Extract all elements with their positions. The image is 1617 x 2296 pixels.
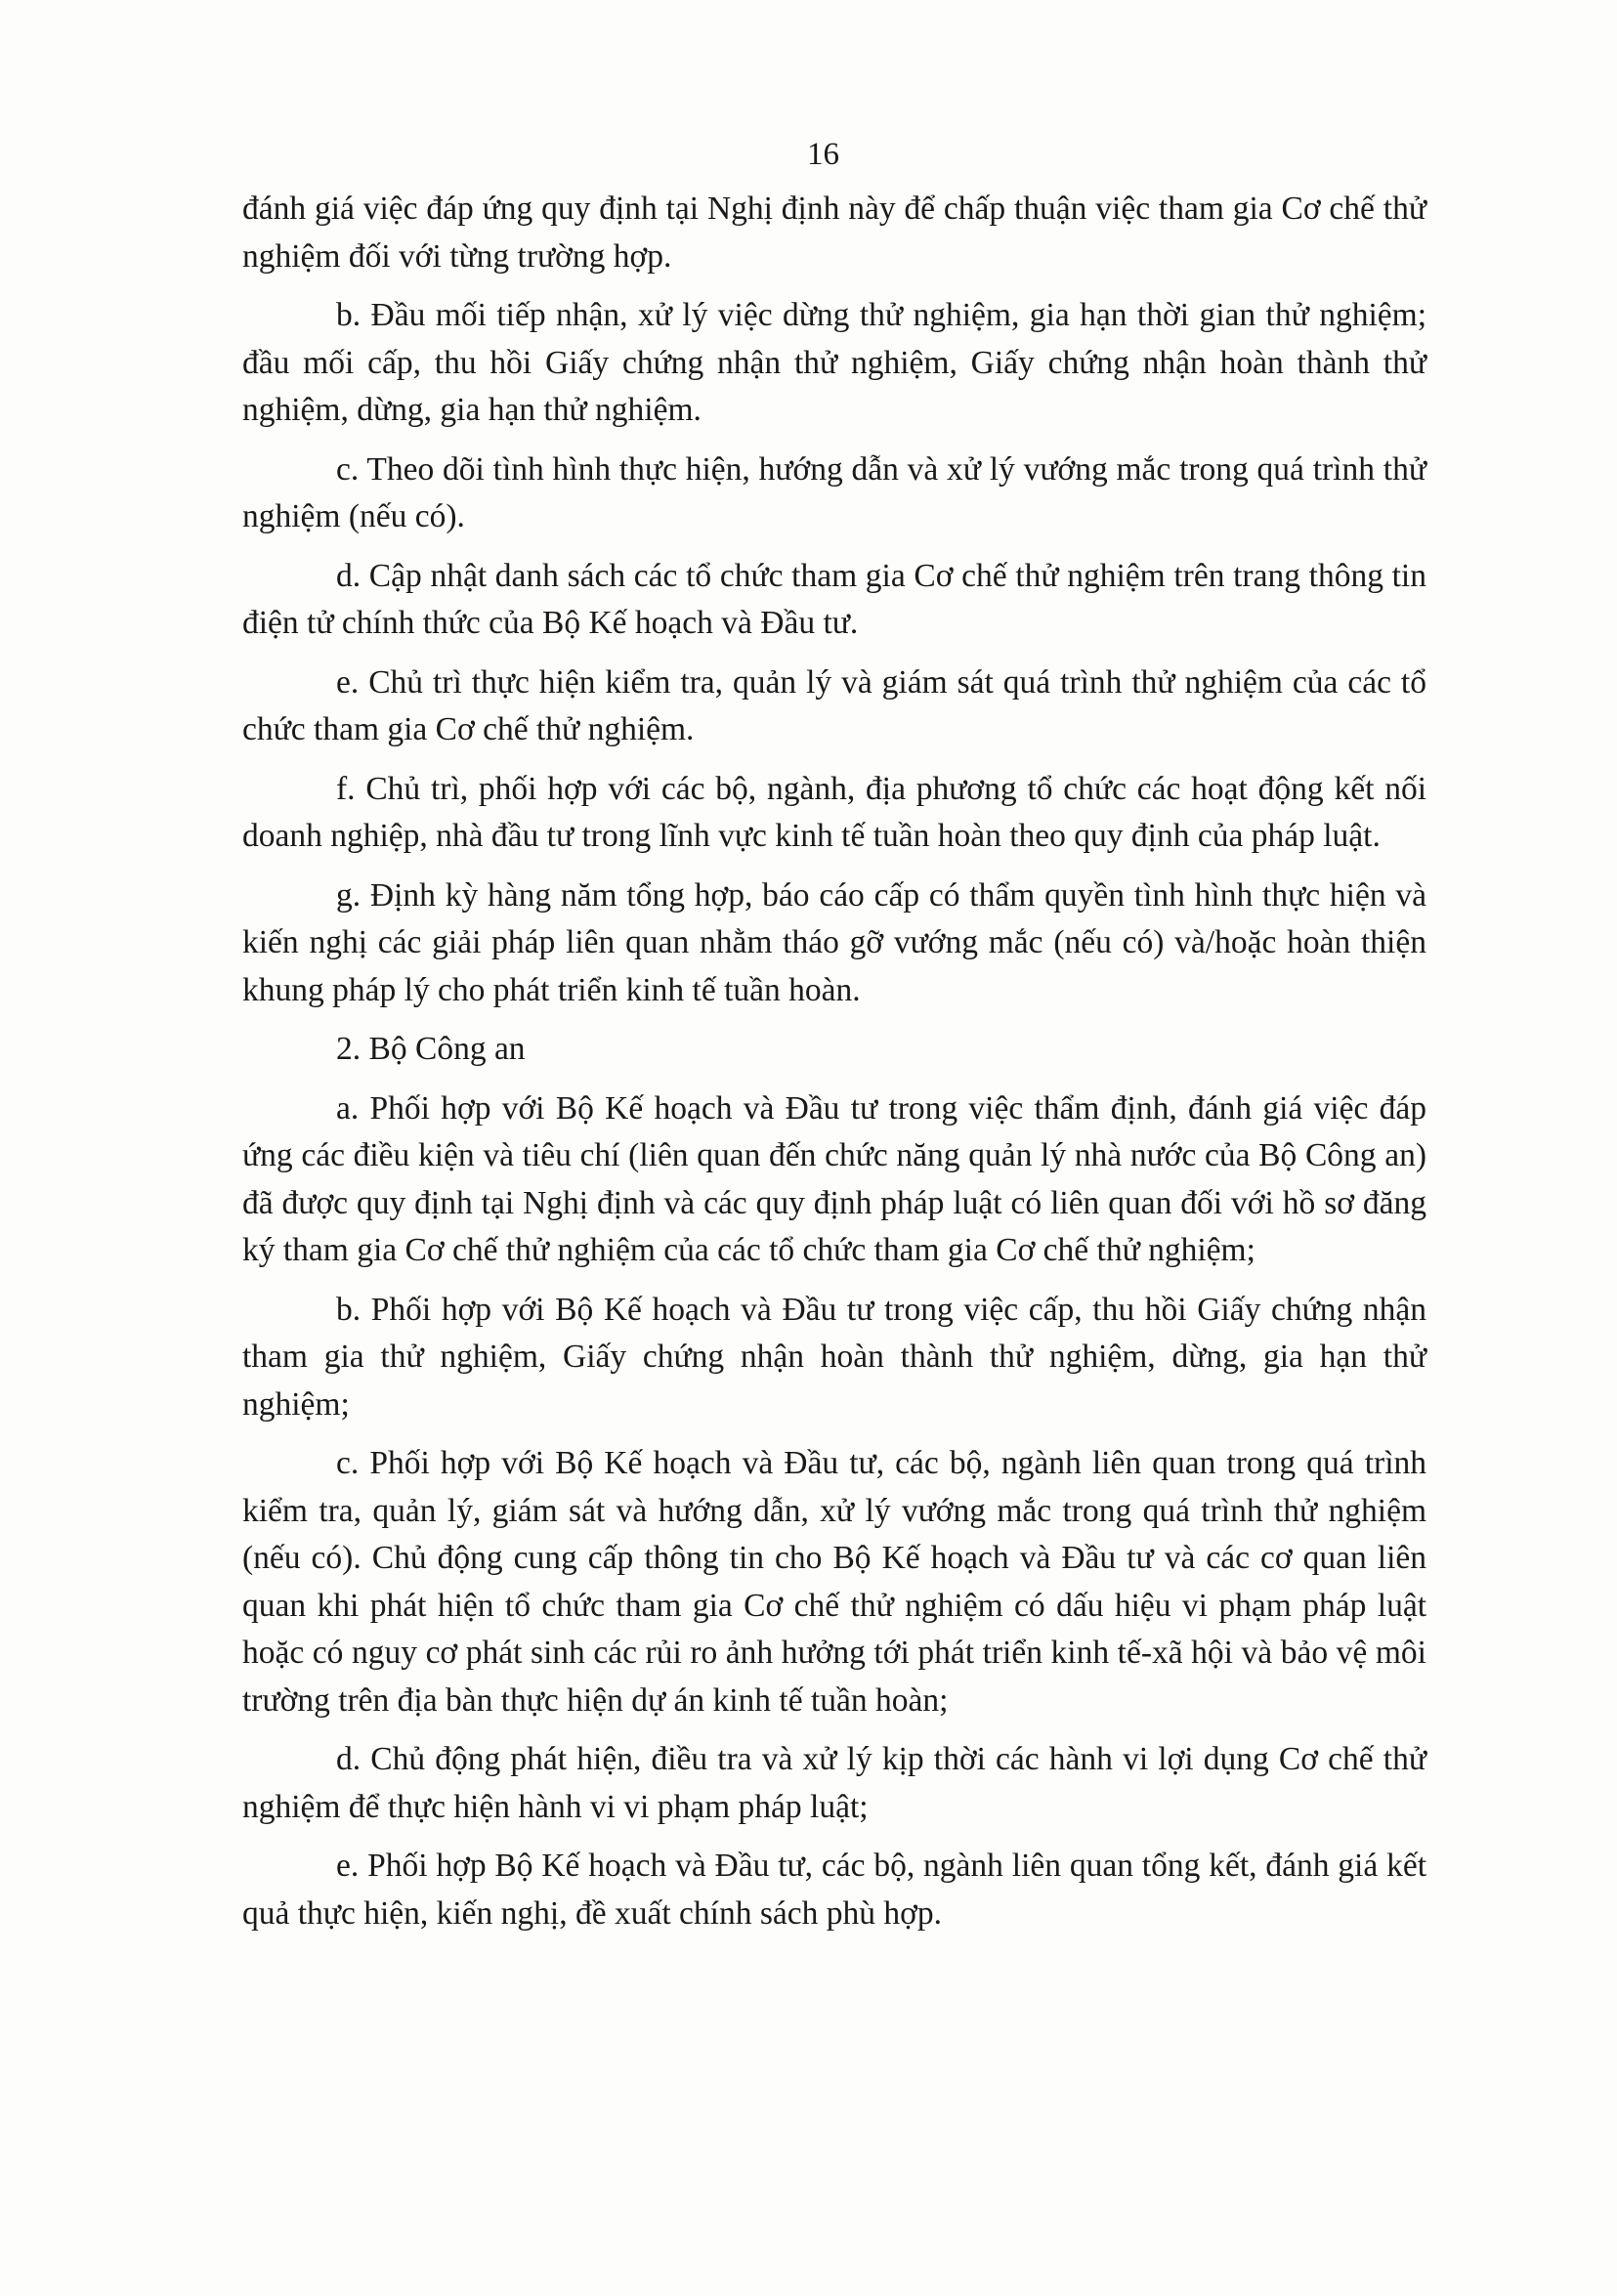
paragraph-item-e: e. Chủ trì thực hiện kiểm tra, quản lý và giám sát quá trình thử nghiệm của các tổ chức tham gia Cơ chế thử nghiệm. — [242, 663, 1426, 747]
page-number: 16 — [807, 137, 839, 172]
paragraph-item-b: b. Phối hợp với Bộ Kế hoạch và Đầu tư trong việc cấp, thu hồi Giấy chứng nhận tham gia thử nghiệm, Giấy chứng nhận hoàn thành thử nghiệm, dừng, gia hạn thử nghiệm; — [242, 1291, 1426, 1423]
paragraph-item-f: f. Chủ trì, phối hợp với các bộ, ngành, địa phương tổ chức các hoạt động kết nối doanh nghiệp, nhà đầu tư trong lĩnh vực kinh tế tuần hoàn theo quy định của pháp luật. — [242, 770, 1426, 854]
paragraph-item-e: e. Phối hợp Bộ Kế hoạch và Đầu tư, các bộ, ngành liên quan tổng kết, đánh giá kết quả thực hiện, kiến nghị, đề xuất chính sách phù hợp. — [242, 1848, 1426, 1932]
paragraph-item-d: d. Cập nhật danh sách các tổ chức tham gia Cơ chế thử nghiệm trên trang thông tin điện tử chính thức của Bộ Kế hoạch và Đầu tư. — [242, 557, 1426, 641]
paragraph-item-c: c. Theo dõi tình hình thực hiện, hướng dẫn và xử lý vướng mắc trong quá trình thử nghiệm (nếu có). — [242, 450, 1426, 534]
paragraph-item-c: c. Phối hợp với Bộ Kế hoạch và Đầu tư, các bộ, ngành liên quan trong quá trình kiểm tra, quản lý, giám sát và hướng dẫn, xử lý vướng mắc trong quá trình thử nghiệm (nếu có). Chủ động cung cấp thông tin cho Bộ Kế hoạch và Đầu tư và các cơ quan liên quan khi phát hiện tổ chức tham gia Cơ chế thử nghiệm có dấu hiệu vi phạm pháp luật hoặc có nguy cơ phát sinh các rủi ro ảnh hưởng tới phát triển kinh tế-xã hội và bảo vệ môi trường trên địa bàn thực hiện dự án kinh tế tuần hoàn; — [242, 1445, 1426, 1719]
paragraph-item-d: d. Chủ động phát hiện, điều tra và xử lý kịp thời các hành vi lợi dụng Cơ chế thử nghiệm để thực hiện hành vi vi phạm pháp luật; — [242, 1741, 1426, 1825]
paragraph-continuation: đánh giá việc đáp ứng quy định tại Nghị định này để chấp thuận việc tham gia Cơ chế thử nghiệm đối với từng trường hợp. — [242, 191, 1426, 275]
section-heading-bo-cong-an: 2. Bộ Công an — [336, 1031, 526, 1067]
paragraph-item-g: g. Định kỳ hàng năm tổng hợp, báo cáo cấp có thẩm quyền tình hình thực hiện và kiến nghị các giải pháp liên quan nhằm tháo gỡ vướng mắc (nếu có) và/hoặc hoàn thiện khung pháp lý cho phát triển kinh tế tuần hoàn. — [242, 876, 1426, 1008]
paragraph-item-b: b. Đầu mối tiếp nhận, xử lý việc dừng thử nghiệm, gia hạn thời gian thử nghiệm; đầu mối cấp, thu hồi Giấy chứng nhận thử nghiệm, Giấy chứng nhận hoàn thành thử nghiệm, dừng, gia hạn thử nghiệm. — [242, 297, 1426, 428]
document-body — [242, 186, 1426, 1949]
paragraph-item-a: a. Phối hợp với Bộ Kế hoạch và Đầu tư trong việc thẩm định, đánh giá việc đáp ứng các điều kiện và tiêu chí (liên quan đến chức năng quản lý nhà nước của Bộ Công an) đã được quy định tại Nghị định và các quy định pháp luật có liên quan đối với hồ sơ đăng ký tham gia Cơ chế thử nghiệm của các tổ chức tham gia Cơ chế thử nghiệm; — [242, 1089, 1426, 1268]
